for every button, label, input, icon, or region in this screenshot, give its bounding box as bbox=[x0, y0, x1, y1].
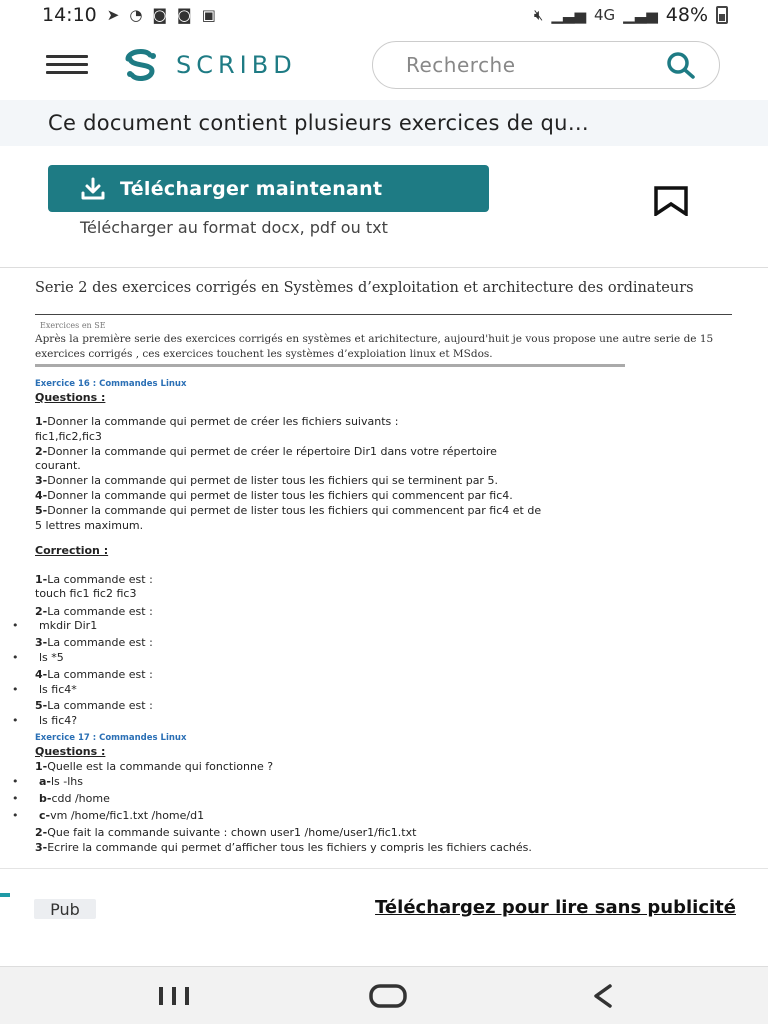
recent-apps-button[interactable] bbox=[156, 981, 192, 1011]
question-2-cont: courant. bbox=[35, 459, 81, 472]
search-input[interactable] bbox=[372, 41, 720, 89]
divider bbox=[35, 314, 732, 315]
app-notification-icon: ◔ bbox=[129, 6, 143, 24]
question-1-files: fic1,fic2,fic3 bbox=[35, 430, 102, 443]
ad-banner bbox=[0, 868, 768, 966]
download-section bbox=[0, 146, 768, 268]
answer-5-label: 5-La commande est : bbox=[35, 699, 153, 712]
brand-name: SCRIBD bbox=[176, 51, 297, 79]
instagram-icon-2: ◙ bbox=[177, 6, 192, 24]
bullet: • bbox=[12, 809, 19, 822]
search-icon[interactable] bbox=[663, 51, 699, 79]
questions-heading: Questions : bbox=[35, 391, 106, 404]
bookmark-icon[interactable] bbox=[654, 186, 688, 216]
ex17-question-2: 2-Que fait la commande suivante : chown user1 /home/user1/fic1.txt bbox=[35, 826, 417, 839]
scribd-logo-icon bbox=[122, 49, 162, 81]
ex17-option-a: a-ls -lhs bbox=[39, 775, 84, 788]
signal-icon-2: ▁▃▅ bbox=[623, 6, 658, 24]
answer-2-label: 2-La commande est : bbox=[35, 605, 153, 618]
bullet: • bbox=[12, 792, 19, 805]
answer-4-label: 4-La commande est : bbox=[35, 668, 153, 681]
answer-3: ls *5 bbox=[39, 651, 64, 664]
status-time: 14:10 bbox=[42, 4, 97, 26]
answer-3-label: 3-La commande est : bbox=[35, 636, 153, 649]
network-type: 4G bbox=[593, 6, 616, 24]
download-icon bbox=[80, 177, 106, 201]
correction-heading: Correction : bbox=[35, 544, 109, 557]
answer-2: mkdir Dir1 bbox=[39, 619, 98, 632]
scribd-logo[interactable] bbox=[122, 49, 297, 81]
battery-percent: 48% bbox=[665, 4, 708, 26]
divider bbox=[35, 364, 625, 367]
question-2: 2-Donner la commande qui permet de créer le répertoire Dir1 dans votre répertoire bbox=[35, 445, 497, 458]
question-1: 1-Donner la commande qui permet de créer les fichiers suivants : bbox=[35, 415, 399, 428]
status-bar bbox=[0, 0, 768, 30]
download-formats: Télécharger au format docx, pdf ou txt bbox=[80, 218, 388, 237]
download-button[interactable] bbox=[48, 165, 489, 212]
doc-heading: Serie 2 des exercices corrigés en Systèmes d’exploitation et architecture des ordinateurs bbox=[35, 280, 694, 296]
questions-heading-2: Questions : bbox=[35, 745, 106, 758]
battery-icon bbox=[716, 6, 728, 24]
gallery-icon: ▣ bbox=[201, 6, 216, 24]
answer-1: touch fic1 fic2 fic3 bbox=[35, 587, 137, 600]
question-5-cont: 5 lettres maximum. bbox=[35, 519, 144, 532]
doc-category: Exercices en SE bbox=[40, 321, 106, 330]
ex17-option-c: c-vm /home/fic1.txt /home/d1 bbox=[39, 809, 205, 822]
ex17-question-3: 3-Ecrire la commande qui permet d’afficher tous les fichiers y compris les fichiers cachés. bbox=[35, 841, 532, 854]
mute-icon: 🔇︎ bbox=[533, 6, 544, 24]
home-icon bbox=[369, 984, 407, 1008]
document-title: Ce document contient plusieurs exercices de qu… bbox=[0, 100, 768, 146]
instagram-icon: ◙ bbox=[152, 6, 167, 24]
search-placeholder: Recherche bbox=[406, 53, 516, 77]
answer-4: ls fic4* bbox=[39, 683, 77, 696]
doc-intro: Après la première serie des exercices corrigés en systèmes et arichitecture, aujourd'huit je vous propose une autre serie de 15 exercices corrigés , ces exercices touchent les systèmes d’exploiation linux et MSdos. bbox=[35, 333, 714, 360]
document-page bbox=[0, 268, 768, 868]
system-nav-bar bbox=[0, 966, 768, 1024]
download-button-label: Télécharger maintenant bbox=[120, 177, 383, 200]
question-5: 5-Donner la commande qui permet de lister tous les fichiers qui commencent par fic4 et de bbox=[35, 504, 542, 517]
telegram-icon: ➤ bbox=[106, 6, 120, 24]
bullet: • bbox=[12, 619, 19, 632]
bullet: • bbox=[12, 651, 19, 664]
home-button[interactable] bbox=[368, 981, 408, 1011]
bullet: • bbox=[12, 775, 19, 788]
exercise-17-label: Exercice 17 : Commandes Linux bbox=[35, 733, 187, 743]
remove-ads-link[interactable]: Téléchargez pour lire sans publicité bbox=[375, 897, 736, 918]
signal-icon: ▁▃▅ bbox=[551, 6, 586, 24]
answer-1-label: 1-La commande est : bbox=[35, 573, 153, 586]
ex17-option-b: b-cdd /home bbox=[39, 792, 110, 805]
back-icon bbox=[592, 984, 614, 1008]
ad-label: Pub bbox=[34, 899, 96, 919]
ad-accent bbox=[0, 893, 10, 897]
app-header bbox=[0, 30, 768, 100]
menu-icon[interactable] bbox=[46, 55, 88, 75]
answer-5: ls fic4? bbox=[39, 714, 78, 727]
back-button[interactable] bbox=[590, 981, 616, 1011]
ex17-question-1: 1-Quelle est la commande qui fonctionne ? bbox=[35, 760, 274, 773]
bullet: • bbox=[12, 683, 19, 696]
question-3: 3-Donner la commande qui permet de lister tous les fichiers qui se terminent par 5. bbox=[35, 474, 498, 487]
bullet: • bbox=[12, 714, 19, 727]
question-4: 4-Donner la commande qui permet de lister tous les fichiers qui commencent par fic4. bbox=[35, 489, 513, 502]
recent-apps-icon bbox=[157, 985, 191, 1007]
exercise-16-label: Exercice 16 : Commandes Linux bbox=[35, 379, 187, 389]
